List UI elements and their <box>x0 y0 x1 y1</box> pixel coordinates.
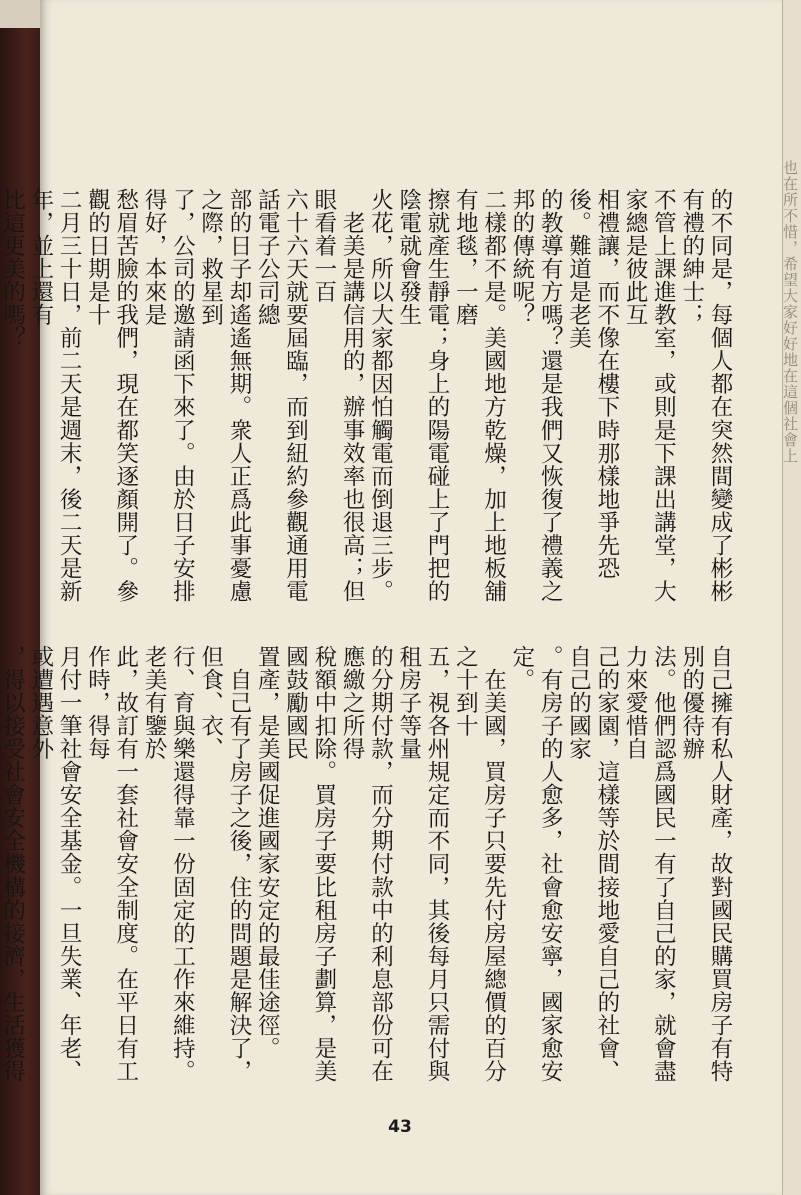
text-column: 部的日子却遙遙無期。衆人正爲此事憂慮之際，救星到 <box>197 188 252 603</box>
text-column: 老美是講信用的，辦事效率也很高；但眼看着一百 <box>310 188 366 603</box>
text-column: 不管上課進教室，或則是下課出講堂，大家總是彼此互 <box>622 188 677 603</box>
text-column: 此，故訂有一套社會安全制度。在平日有工作時，得每 <box>84 645 139 1083</box>
text-column: 火花，所以大家都因怕觸電而倒退三步。 <box>367 188 394 603</box>
text-column: 己的家園，這樣等於間接地愛自己的社會、自己的國家 <box>565 645 620 1083</box>
text-column: 法。他們認爲國民一有了自己的家，就會盡力來愛惜自 <box>622 645 677 1083</box>
text-block-bottom <box>0 645 734 1085</box>
text-column: 稅額中扣除。買房子要比租房子劃算，是美國鼓勵國民 <box>282 645 337 1083</box>
text-column: 的教導有方嗎？還是我們又恢復了禮義之邦的傳統呢？ <box>508 188 564 603</box>
text-column: 在美國，買房子只要先付房屋總價的百分之十到十 <box>452 645 507 1083</box>
text-column: 自己有了房子之後，住的問題是解決了，但食、衣、 <box>197 645 252 1083</box>
text-column: 六十六天就要屆臨，而到紐約參觀通用電話電子公司總 <box>254 188 309 603</box>
text-column: 愁眉苦臉的我們，現在都笑逐顏開了。參觀的日期是十 <box>84 188 139 603</box>
text-column: 。有房子的人愈多，社會愈安寧，國家愈安定。 <box>508 645 564 1083</box>
text-column: 的分期付款，而分期付款中的利息部份可在應繳之所得 <box>339 645 394 1083</box>
text-block-top <box>0 188 734 620</box>
text-column: 相禮讓，而不像在樓下時那樣地爭先恐後。難道是老美 <box>565 188 620 580</box>
text-column: 了，公司的邀請函下來了。由於日子安排得好，本來是 <box>141 188 196 603</box>
text-column: 月付一筆社會安全基金。一旦失業、年老、或遭遇意外 <box>27 645 83 1083</box>
adjacent-page-text: 也在所不惜，希望大家好好地在這個社會上 <box>781 160 799 464</box>
text-column: 五，視各州規定而不同，其後每月只需付與租房子等量 <box>395 645 451 1083</box>
text-column: 行、育與樂還得靠一份固定的工作來維持。老美有鑒於 <box>141 645 196 1083</box>
adjacent-page-edge <box>782 0 801 1195</box>
text-column: 比這更美的嗎？ <box>0 188 26 350</box>
text-column: 二樣都不是。美國地方乾燥，加上地板舖有地毯，一磨 <box>452 188 507 603</box>
page-number: 43 <box>388 1117 412 1137</box>
text-column: 自己擁有私人財產，故對國民購買房子有特別的優待辦 <box>678 645 733 1083</box>
text-column: 擦就產生靜電；身上的陽電碰上了門把的陰電就會發生 <box>395 188 451 603</box>
text-column: 二月三十日，前二天是週末，後二天是新年，並上還有 <box>27 188 83 603</box>
text-column: 的不同是，每個人都在突然間變成了彬彬有禮的紳士； <box>678 188 733 603</box>
text-column: 置產，是美國促進國家安定的最佳途徑。 <box>254 645 281 1060</box>
text-column: ，得以接受社會安全機構的接濟，生活獲得 <box>0 645 26 1083</box>
